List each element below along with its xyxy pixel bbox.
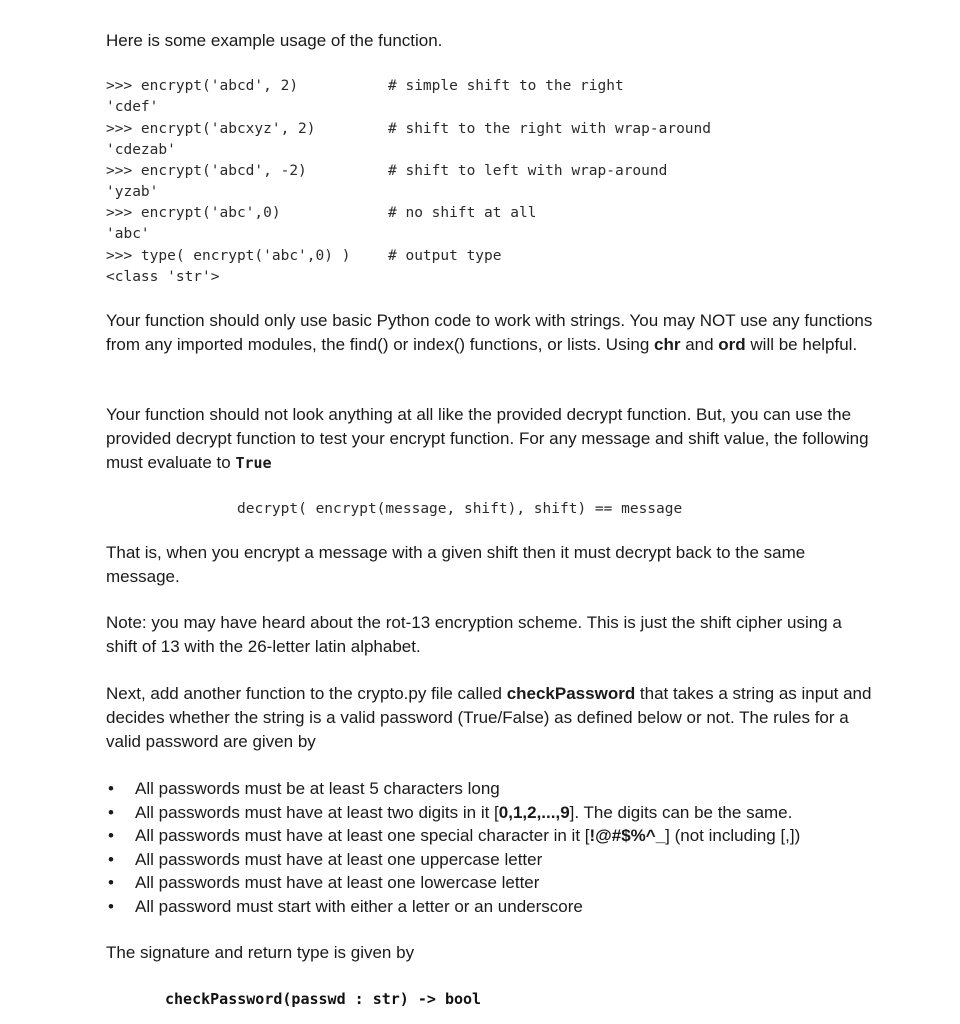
next-function-paragraph <box>106 682 876 754</box>
paragraph-text: Your function should not look anything at all like the provided decrypt function. But, you can use the provided decrypt function to test your encrypt function. For any message and shift value, the following must evaluate to <box>106 405 869 472</box>
example-comment: # shift to the right with wrap-around <box>388 121 712 137</box>
example-comment: # no shift at all <box>388 205 537 221</box>
bullet-icon: • <box>108 779 114 798</box>
signature-code: checkPassword(passwd : str) -> bool <box>165 990 482 1008</box>
function-name: checkPassword <box>506 684 636 703</box>
note-paragraph: Note: you may have heard about the rot-13 encryption scheme. This is just the shift cipher using a shift of 13 with the 26-letter latin alphabet. <box>106 613 842 656</box>
example-result: 'yzab' <box>106 184 159 200</box>
example-call: >>> encrypt('abcxyz', 2) <box>106 121 316 137</box>
example-result: 'cdezab' <box>106 142 176 158</box>
that-is-paragraph: That is, when you encrypt a message with a given shift then it must decrypt back to the same message. <box>106 543 806 586</box>
bullet-icon: • <box>108 849 114 869</box>
example-call: >>> encrypt('abc',0) <box>106 205 281 221</box>
list-item: • All passwords must have at least one lowercase letter <box>106 871 886 895</box>
ord-keyword: ord <box>718 335 746 354</box>
list-item: • All passwords must have at least one special character in it [!@#$%^_] (not including [,]) <box>106 824 886 848</box>
decrypt-test-paragraph <box>106 403 876 475</box>
example-comment: # simple shift to the right <box>388 78 624 94</box>
bullet-icon: • <box>108 802 114 822</box>
example-result: 'abc' <box>106 226 150 242</box>
example-call: >>> type( encrypt('abc',0) ) <box>106 248 351 264</box>
example-result: <class 'str'> <box>106 269 220 285</box>
example-call: >>> encrypt('abcd', -2) <box>106 163 307 179</box>
digits-range: 0,1,2,...,9 <box>498 802 570 822</box>
intro-text: Here is some example usage of the function. <box>106 31 443 50</box>
paragraph-text: Next, add another function to the crypto.py file called <box>106 684 507 703</box>
bullet-icon: • <box>108 873 114 893</box>
decrypt-expression: decrypt( encrypt(message, shift), shift) == message <box>237 501 683 517</box>
paragraph-text: will be helpful. <box>745 335 858 354</box>
paragraph-text: and <box>680 335 719 354</box>
list-item: • All password must start with either a letter or an underscore <box>106 895 886 919</box>
signature-intro: The signature and return type is given by <box>106 943 415 962</box>
paragraph-text: that takes a string as input and decides whether the string is a valid password (True/False) as defined below or not. The rules for a valid password are given by <box>106 684 872 751</box>
bullet-icon: • <box>108 896 114 916</box>
password-rules-list <box>106 777 886 919</box>
list-item: • All passwords must be at least 5 characters long <box>106 777 886 801</box>
paragraph-text: Your function should only use basic Python code to work with strings. You may NOT use any functions from any imported modules, the find() or index() functions, or lists. Using <box>106 311 873 354</box>
bullet-icon: • <box>108 826 114 846</box>
example-comment: # output type <box>388 248 502 264</box>
example-comment: # shift to left with wrap-around <box>388 163 668 179</box>
list-item: • All passwords must have at least two digits in it [0,1,2,...,9]. The digits can be the same. <box>106 801 886 825</box>
special-characters: !@#$%^_ <box>589 826 666 846</box>
chr-keyword: chr <box>654 335 681 354</box>
example-call: >>> encrypt('abcd', 2) <box>106 78 299 94</box>
list-item: • All passwords must have at least one uppercase letter <box>106 848 886 872</box>
basic-python-paragraph <box>106 309 876 357</box>
true-keyword: True <box>235 454 272 472</box>
example-result: 'cdef' <box>106 99 159 115</box>
